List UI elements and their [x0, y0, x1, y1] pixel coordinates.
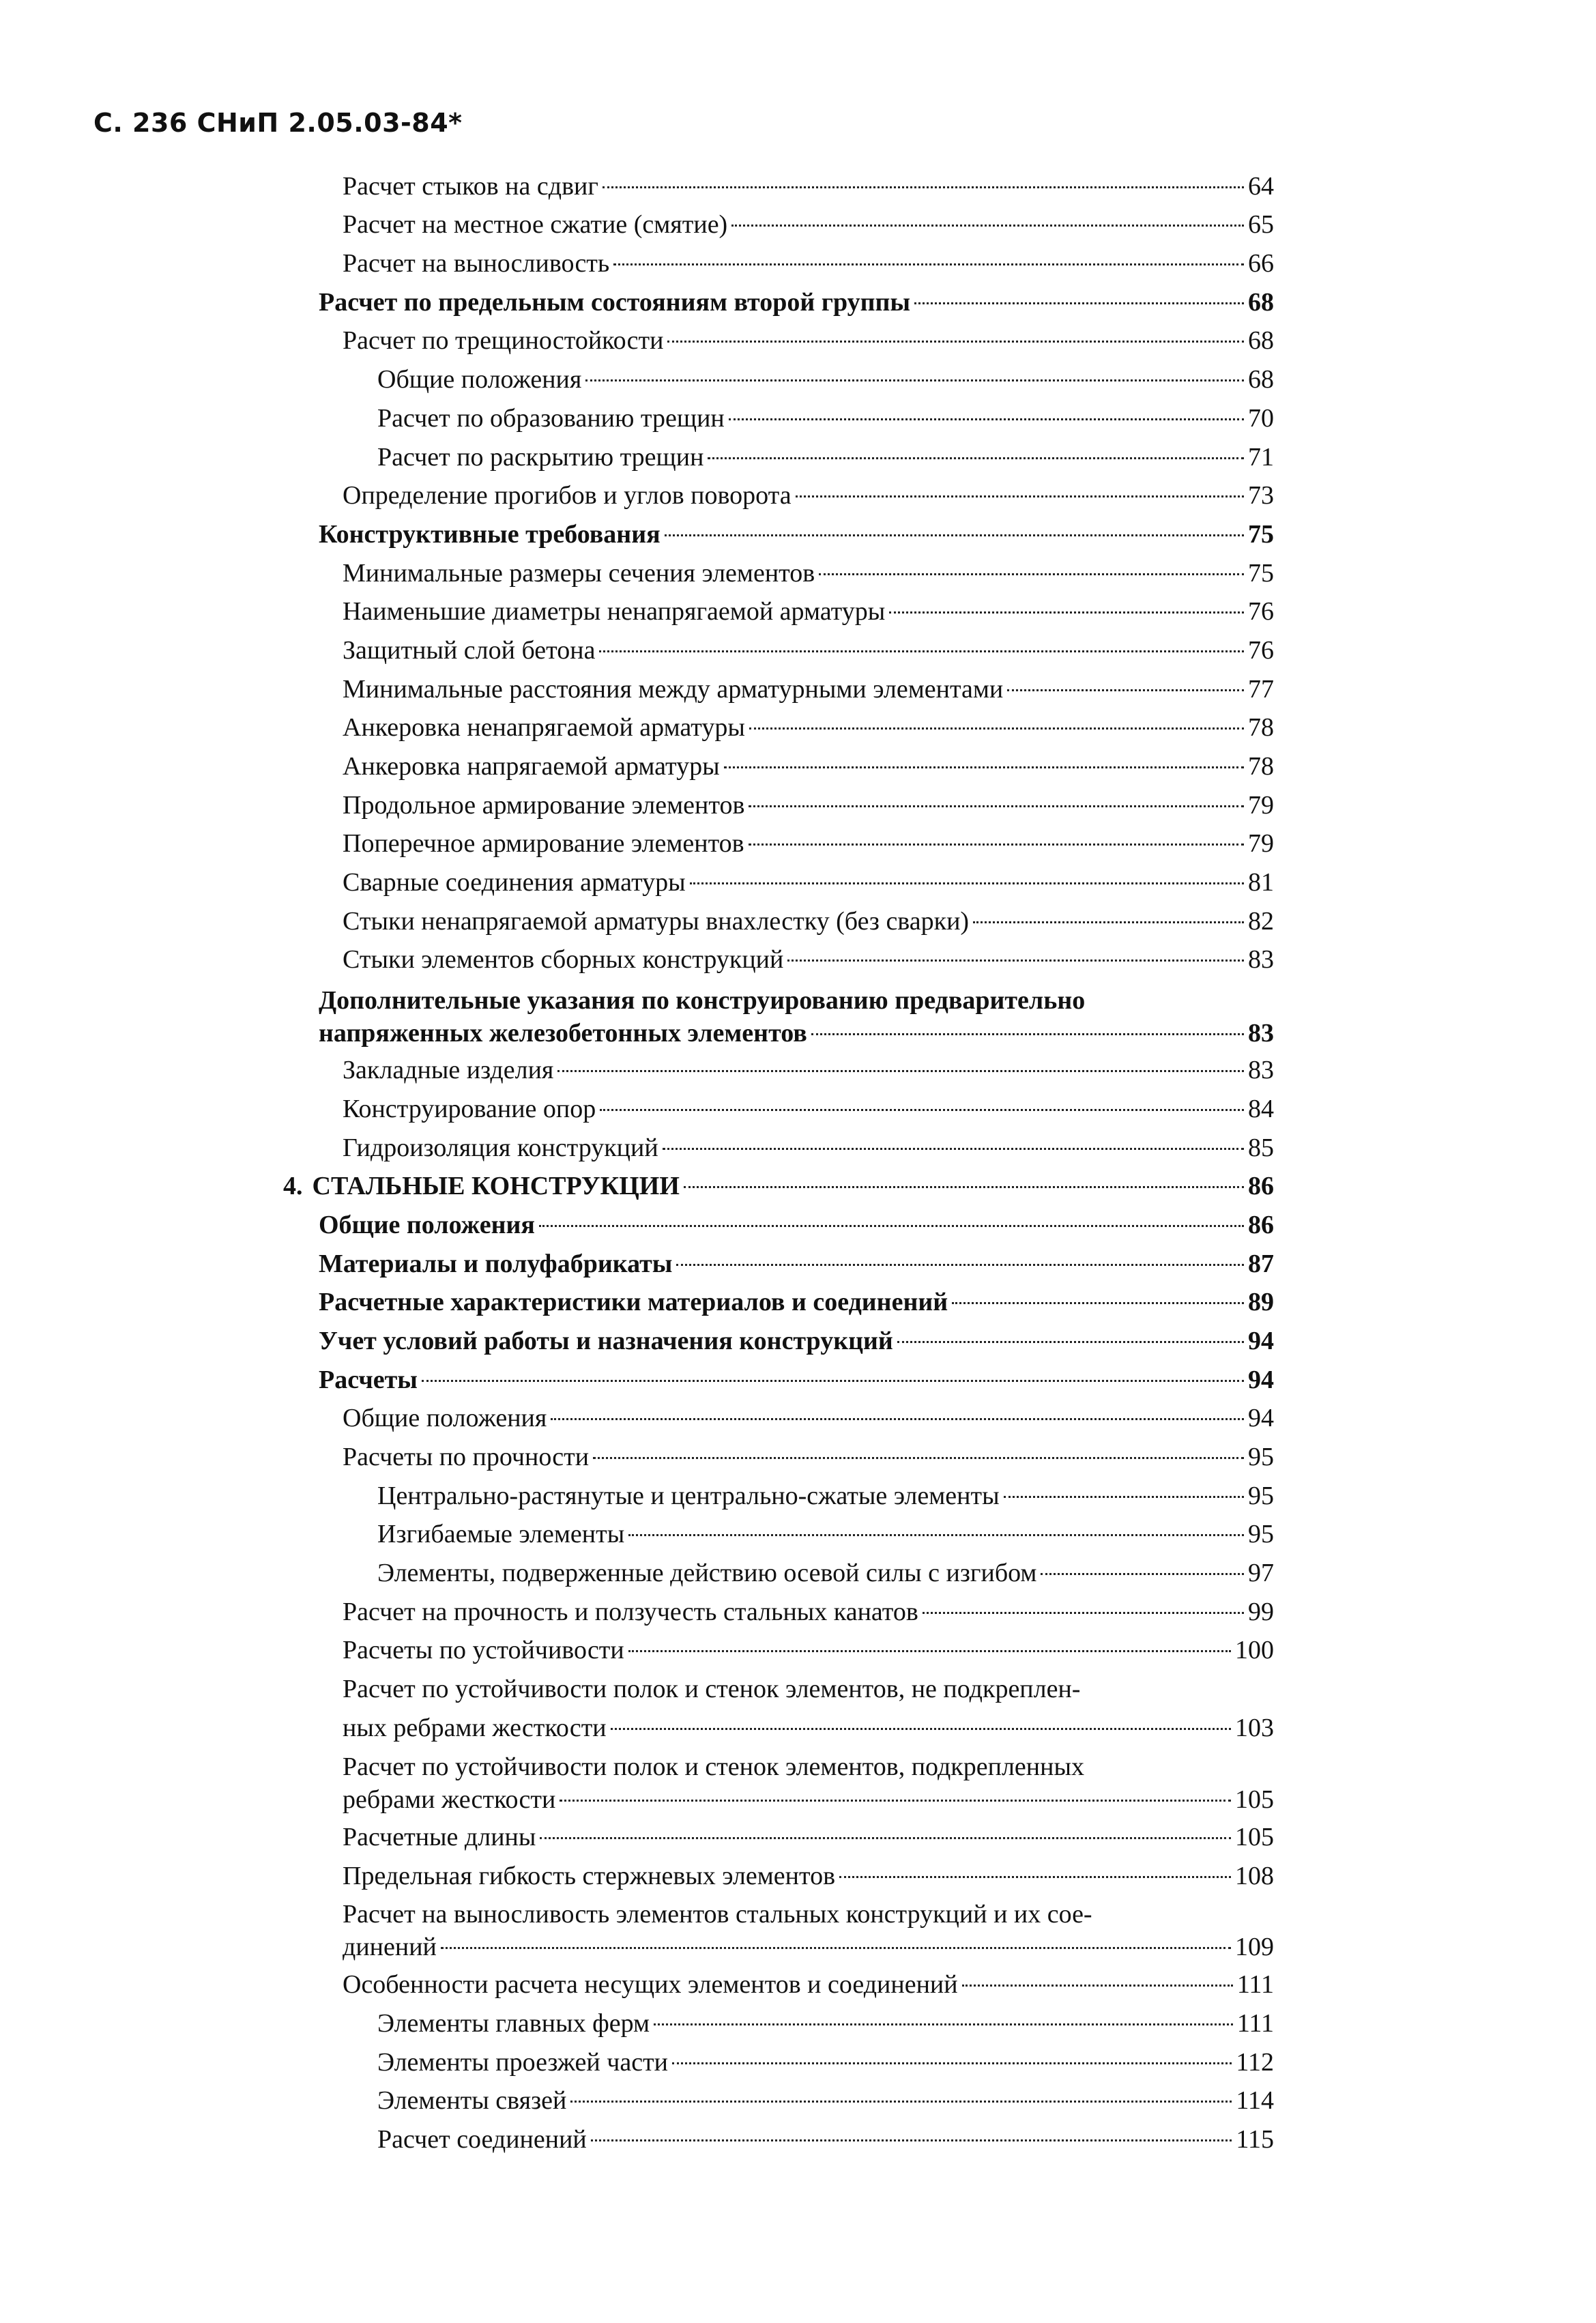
toc-entry [343, 906, 1274, 937]
toc-entry-page: 85 [1248, 1134, 1274, 1162]
toc-entry [377, 1518, 1274, 1550]
toc-entry-title: Элементы связей [377, 2086, 567, 2115]
toc-section [319, 1248, 1274, 1280]
toc-entry-title: Расчет на выносливость [343, 249, 610, 278]
toc-entry-title: Стыки ненапрягаемой арматуры внахлестку (без сварки) [343, 907, 970, 936]
toc-entry-title: Общие положения [319, 1211, 535, 1239]
toc-entry-page: 111 [1236, 2009, 1274, 2038]
toc-entry [377, 403, 1274, 434]
toc-entry-title: Минимальные размеры сечения элементов [343, 559, 815, 588]
toc-entry-title: Расчет по предельным состояниям второй группы [319, 288, 911, 317]
toc-entry [343, 828, 1274, 859]
toc-entry-title: Расчеты по прочности [343, 1443, 590, 1471]
leader-dots [749, 843, 1244, 846]
toc-entry-page: 66 [1248, 249, 1274, 278]
toc-entry-title-continued: напряженных железобетонных элементов [319, 1019, 807, 1048]
toc-entry [343, 1054, 1274, 1086]
toc-entry-page: 70 [1248, 404, 1274, 433]
toc-entry [343, 1402, 1274, 1434]
toc-section [319, 1325, 1274, 1357]
toc-entry [343, 248, 1274, 279]
leader-dots [839, 1876, 1231, 1878]
toc-entry-title: Расчетные длины [343, 1823, 536, 1851]
toc-entry-title: Конструктивные требования [319, 520, 661, 549]
toc-entry-page: 105 [1235, 1785, 1274, 1814]
toc-entry [377, 2124, 1274, 2155]
toc-entry [377, 1480, 1274, 1512]
toc-entry-page: 65 [1248, 210, 1274, 239]
leader-dots [441, 1947, 1231, 1949]
toc-entry [343, 635, 1274, 666]
toc-entry-page: 95 [1248, 1520, 1274, 1548]
toc-entry-title: Расчет на местное сжатие (смятие) [343, 210, 728, 239]
toc-entry-title: Предельная гибкость стержневых элементов [343, 1862, 836, 1890]
toc-entry-title: Расчет по трещиностойкости [343, 326, 664, 355]
toc-entry-title: Дополнительные указания по конструированию предварительно [319, 986, 1086, 1015]
toc-entry-page: 100 [1235, 1636, 1274, 1664]
leader-dots [611, 1728, 1231, 1730]
toc-entry-title: Учет условий работы и назначения конструкций [319, 1327, 893, 1355]
leader-dots [787, 960, 1244, 962]
leader-dots [585, 379, 1244, 381]
toc-entry-title: Анкеровка ненапрягаемой арматуры [343, 713, 745, 742]
toc-section [319, 1209, 1274, 1241]
leader-dots [962, 1985, 1233, 1987]
toc-entry [377, 2047, 1274, 2078]
toc-entry [343, 1634, 1274, 1666]
leader-dots [1007, 689, 1244, 691]
toc-entry-title: Расчеты [319, 1366, 418, 1394]
leader-dots [923, 1612, 1244, 1614]
leader-dots [557, 1070, 1244, 1072]
toc-entry-page: 108 [1235, 1862, 1274, 1890]
leader-dots [599, 650, 1244, 652]
leader-dots [684, 1186, 1244, 1188]
toc-entry [343, 558, 1274, 589]
leader-dots [560, 1800, 1231, 1802]
toc-entry-title: Минимальные расстояния между арматурными элементами [343, 675, 1004, 704]
toc-entry-page: 97 [1248, 1559, 1274, 1587]
leader-dots [676, 1264, 1244, 1266]
leader-dots [540, 1837, 1231, 1839]
toc-entry [343, 1860, 1274, 1892]
leader-dots [724, 766, 1244, 768]
toc-entry-page: 83 [1248, 945, 1274, 974]
toc-entry-title: Элементы, подверженные действию осевой силы с изгибом [377, 1559, 1037, 1587]
toc-section [319, 1286, 1274, 1318]
leader-dots [593, 1457, 1244, 1459]
leader-dots [591, 2139, 1232, 2141]
leader-dots [667, 341, 1244, 343]
toc-entry-page: 71 [1248, 443, 1274, 472]
leader-dots [613, 263, 1244, 265]
toc-entry-title: Расчет стыков на сдвиг [343, 172, 598, 201]
leader-dots [600, 1109, 1244, 1111]
leader-dots [603, 186, 1244, 188]
toc-entry-page: 79 [1248, 829, 1274, 858]
leader-dots [1004, 1496, 1244, 1498]
leader-dots [690, 882, 1244, 884]
leader-dots [628, 1534, 1244, 1536]
toc-entry [343, 1596, 1274, 1628]
leader-dots [749, 727, 1244, 730]
toc-section [319, 1364, 1274, 1396]
toc-entry-page: 82 [1248, 907, 1274, 936]
toc-entry-page: 78 [1248, 752, 1274, 781]
toc-entry [343, 790, 1274, 821]
toc-entry-page: 95 [1248, 1443, 1274, 1471]
toc-entry [343, 674, 1274, 705]
toc-entry-page: 103 [1235, 1714, 1274, 1742]
toc-entry [343, 1969, 1274, 2000]
toc-entry-title: Защитный слой бетона [343, 636, 596, 665]
leader-dots [819, 573, 1244, 575]
toc-entry-title: Элементы проезжей части [377, 2048, 668, 2077]
toc-chapter [283, 1170, 1274, 1202]
toc-entry [343, 867, 1274, 898]
toc-entry-page: 112 [1236, 2048, 1274, 2077]
toc-entry-page: 99 [1248, 1598, 1274, 1626]
toc-entry-title: Материалы и полуфабрикаты [319, 1250, 673, 1278]
toc-entry [343, 1441, 1274, 1473]
toc-entry-page: 75 [1248, 520, 1274, 549]
leader-dots [708, 457, 1244, 459]
leader-dots [973, 921, 1244, 923]
toc-entry [343, 712, 1274, 743]
toc-entry [377, 364, 1274, 395]
leader-dots [811, 1033, 1244, 1035]
toc-entry-title-continued: ребрами жесткости [343, 1785, 556, 1814]
toc-entry-title-continued: ных ребрами жесткости [343, 1714, 607, 1742]
toc-entry-title: Центрально-растянутые и центрально-сжатые элементы [377, 1482, 1000, 1510]
leader-dots [628, 1650, 1231, 1652]
toc-entry-title: Расчет на прочность и ползучесть стальных канатов [343, 1598, 918, 1626]
chapter-number: 4. [283, 1172, 303, 1200]
toc-entry-page: 78 [1248, 713, 1274, 742]
leader-dots [663, 1148, 1244, 1150]
leader-dots [889, 611, 1244, 614]
toc-entry-page: 89 [1248, 1288, 1274, 1316]
toc-entry [343, 1132, 1274, 1164]
toc-entry [377, 442, 1274, 473]
toc-entry-title: Расчет по раскрытию трещин [377, 443, 704, 472]
toc-entry-page: 77 [1248, 675, 1274, 704]
toc-entry-title: Особенности расчета несущих элементов и соединений [343, 1970, 958, 1999]
leader-dots [952, 1302, 1244, 1304]
leader-dots [749, 805, 1244, 807]
toc-entry-page: 73 [1248, 481, 1274, 510]
toc-entry-title: Закладные изделия [343, 1056, 554, 1084]
toc-entry-page: 86 [1248, 1211, 1274, 1239]
leader-dots [665, 534, 1244, 536]
toc-entry-title: Общие положения [377, 365, 582, 394]
leader-dots [570, 2101, 1232, 2103]
toc-entry-title: Расчет по устойчивости полок и стенок элементов, не подкреплен- [343, 1675, 1081, 1703]
toc-entry [343, 1093, 1274, 1125]
toc-entry-title: Анкеровка напрягаемой арматуры [343, 752, 720, 781]
toc-entry-title: Определение прогибов и углов поворота [343, 481, 792, 510]
leader-dots [729, 418, 1244, 420]
leader-dots [539, 1225, 1244, 1227]
toc-entry-page: 114 [1236, 2086, 1274, 2115]
toc-entry-page: 94 [1248, 1327, 1274, 1355]
toc-entry [343, 1751, 1274, 1815]
toc-entry-title: Расчеты по устойчивости [343, 1636, 624, 1664]
leader-dots [654, 2023, 1233, 2025]
toc-entry-page: 64 [1248, 172, 1274, 201]
leader-dots [897, 1341, 1244, 1343]
toc-entry [343, 209, 1274, 240]
toc-entry-title: Расчет соединений [377, 2125, 587, 2154]
toc-entry-page: 95 [1248, 1482, 1274, 1510]
toc-entry-title: Общие положения [343, 1404, 547, 1432]
toc-entry [343, 944, 1274, 975]
toc-entry [377, 2085, 1274, 2116]
toc-entry [343, 751, 1274, 782]
toc-entry-page: 68 [1248, 326, 1274, 355]
toc-entry-page: 81 [1248, 868, 1274, 897]
toc-entry [343, 480, 1274, 511]
toc-entry-page: 115 [1236, 2125, 1274, 2154]
toc-entry [377, 2008, 1274, 2039]
toc-entry [343, 1673, 1274, 1744]
leader-dots [731, 225, 1244, 227]
toc-entry-title: Элементы главных ферм [377, 2009, 650, 2038]
toc-entry-page: 68 [1248, 288, 1274, 317]
toc-entry-page: 75 [1248, 559, 1274, 588]
leader-dots [422, 1380, 1244, 1382]
toc-entry-page: 111 [1236, 1970, 1274, 1999]
toc-entry-page: 94 [1248, 1404, 1274, 1432]
toc-section [319, 287, 1274, 318]
toc-entry-title: Гидроизоляция конструкций [343, 1134, 658, 1162]
toc-entry-title: Стыки элементов сборных конструкций [343, 945, 784, 974]
toc-entry-page: 83 [1248, 1019, 1274, 1048]
toc-entry [343, 596, 1274, 627]
toc-entry-title: Расчет на выносливость элементов стальных конструкций и их сое- [343, 1900, 1092, 1929]
leader-dots [914, 302, 1244, 304]
toc-entry-page: 87 [1248, 1250, 1274, 1278]
toc-entry [343, 1821, 1274, 1853]
leader-dots [796, 495, 1244, 497]
toc-entry [377, 1557, 1274, 1589]
toc-entry-title: Расчет по образованию трещин [377, 404, 725, 433]
toc-entry-title: Сварные соединения арматуры [343, 868, 686, 897]
toc-entry-title: Продольное армирование элементов [343, 791, 745, 820]
leader-dots [551, 1418, 1244, 1420]
toc-entry-page: 86 [1248, 1172, 1274, 1200]
toc-entry-title-continued: динений [343, 1933, 437, 1961]
toc-entry-title: СТАЛЬНЫЕ КОНСТРУКЦИИ [312, 1172, 680, 1200]
leader-dots [1041, 1573, 1244, 1575]
toc-entry-title: Поперечное армирование элементов [343, 829, 744, 858]
toc-entry-page: 76 [1248, 597, 1274, 626]
toc-entry-title: Изгибаемые элементы [377, 1520, 625, 1548]
toc-section [319, 985, 1274, 1049]
page-header: С. 236 СНиП 2.05.03-84* [93, 108, 463, 138]
toc-entry-page: 76 [1248, 636, 1274, 665]
toc-entry-title: Наименьшие диаметры ненапрягаемой арматуры [343, 597, 886, 626]
toc-entry-page: 94 [1248, 1366, 1274, 1394]
toc-entry-page: 84 [1248, 1095, 1274, 1123]
toc-entry-title: Расчет по устойчивости полок и стенок элементов, подкрепленных [343, 1752, 1084, 1781]
toc-entry-page: 83 [1248, 1056, 1274, 1084]
leader-dots [672, 2062, 1232, 2064]
toc-entry-title: Расчетные характеристики материалов и соединений [319, 1288, 948, 1316]
toc-entry [343, 325, 1274, 356]
toc-entry-page: 68 [1248, 365, 1274, 394]
toc-entry [343, 171, 1274, 202]
toc-entry-page: 109 [1235, 1933, 1274, 1961]
toc-entry-page: 105 [1235, 1823, 1274, 1851]
toc-entry-page: 79 [1248, 791, 1274, 820]
toc-entry-title: Конструирование опор [343, 1095, 596, 1123]
toc-entry [343, 1899, 1274, 1963]
toc-section [319, 519, 1274, 550]
